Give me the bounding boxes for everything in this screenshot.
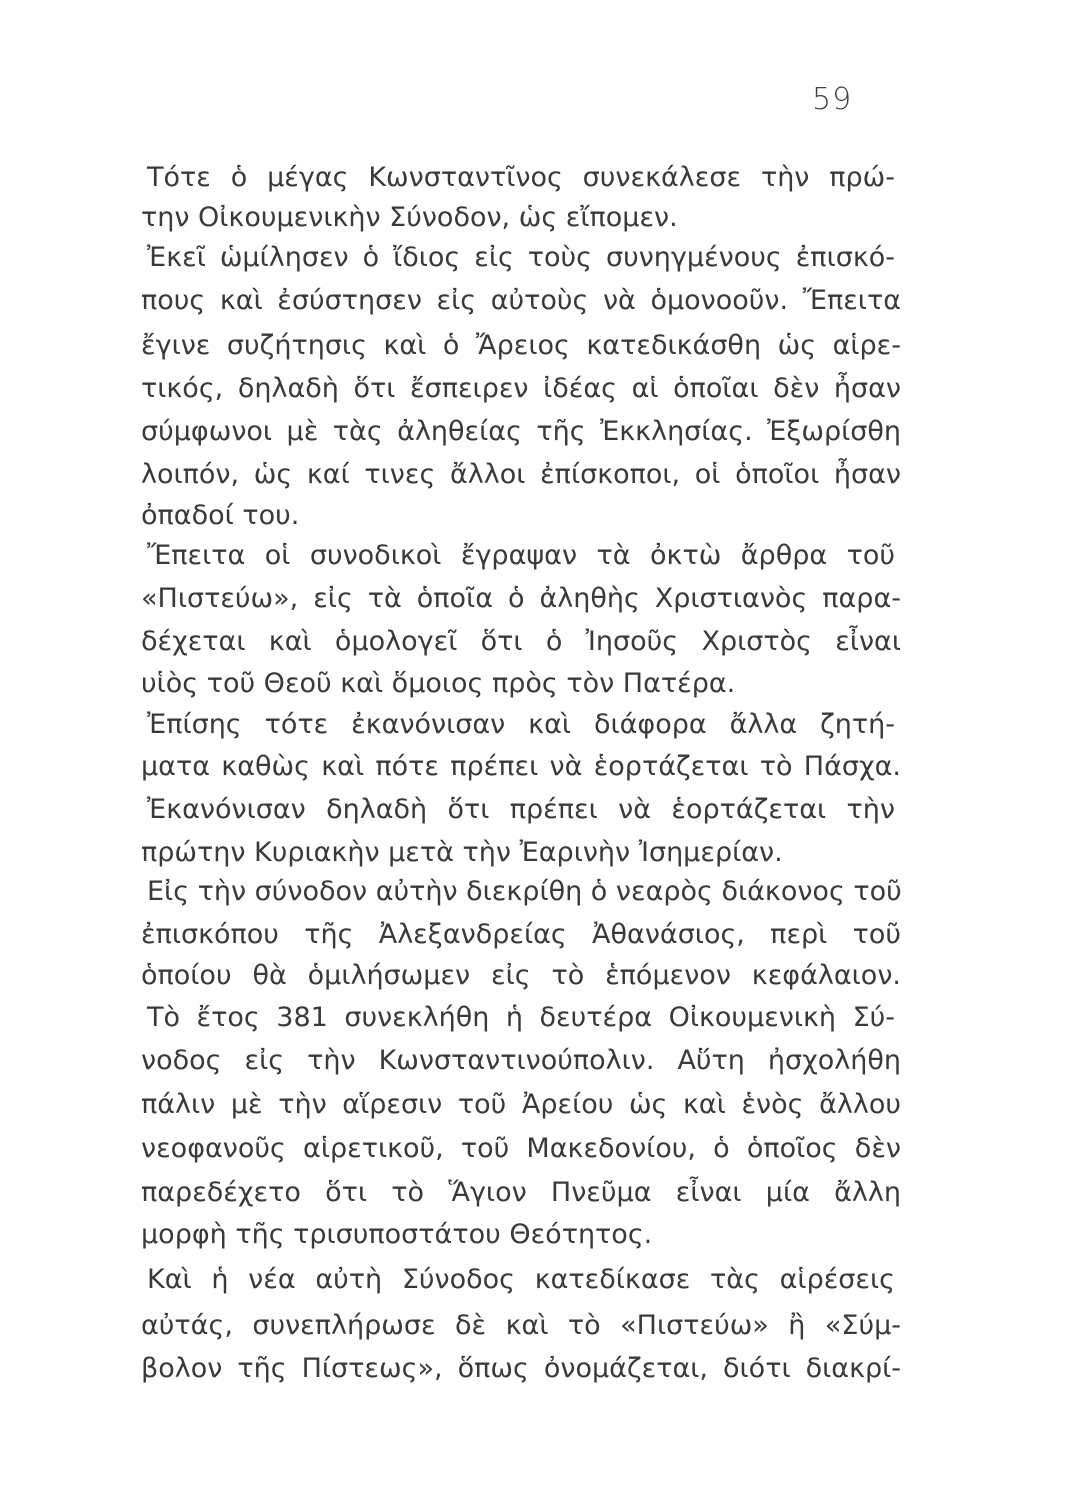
text-line: τικός, δηλαδὴ ὅτι ἔσπειρεν ἰδέας αἱ ὁποῖαι δὲν ἦσαν xyxy=(141,373,901,404)
text-line: την Οἰκουμενικὴν Σύνοδον, ὡς εἴπομεν. xyxy=(141,202,678,233)
text-line: πάλιν μὲ τὴν αἵρεσιν τοῦ Ἀρείου ὡς καὶ ἑνὸς ἄλλου xyxy=(141,1089,901,1120)
text-line: ὀπαδοί του. xyxy=(141,500,300,531)
text-line: Τότε ὁ μέγας Κωνσταντῖνος συνεκάλεσε τὴν πρώ- xyxy=(147,162,895,193)
text-line: ματα καθὼς καὶ πότε πρέπει νὰ ἑορτάζεται τὸ Πάσχα. xyxy=(141,751,901,782)
text-line: «Πιστεύω», εἰς τὰ ὁποῖα ὁ ἀληθὴς Χριστιανὸς παρα- xyxy=(141,583,901,614)
text-line: ὁποίου θὰ ὁμιλήσωμεν εἰς τὸ ἑπόμενον κεφάλαιον. xyxy=(141,960,901,991)
text-line: μορφὴ τῆς τρισυποστάτου Θεότητος. xyxy=(141,1219,653,1250)
text-line: Καὶ ἡ νέα αὐτὴ Σύνοδος κατεδίκασε τὰς αἱρέσεις xyxy=(147,1264,895,1295)
text-line: νοδος εἰς τὴν Κωνσταντινούπολιν. Αὕτη ἠσχολήθη xyxy=(141,1045,901,1076)
text-line: βολον τῆς Πίστεως», ὅπως ὀνομάζεται, διότι διακρί- xyxy=(141,1353,901,1384)
text-line: Ἐκεῖ ὡμίλησεν ὁ ἴδιος εἰς τοὺς συνηγμένους ἐπισκό- xyxy=(147,242,895,273)
text-line: δέχεται καὶ ὁμολογεῖ ὅτι ὁ Ἰησοῦς Χριστὸς εἶναι xyxy=(141,626,901,657)
text-line: ἐπισκόπου τῆς Ἀλεξανδρείας Ἀθανάσιος, περὶ τοῦ xyxy=(141,919,901,950)
text-line: Ἐπίσης τότε ἐκανόνισαν καὶ διάφορα ἄλλα ζητή- xyxy=(147,709,895,740)
text-line: Τὸ ἔτος 381 συνεκλήθη ἡ δευτέρα Οἰκουμενικὴ Σύ- xyxy=(147,1002,895,1033)
text-line: πρώτην Κυριακὴν μετὰ τὴν Ἐαρινὴν Ἰσημερίαν. xyxy=(141,837,783,868)
text-line: λοιπόν, ὡς καί τινες ἄλλοι ἐπίσκοποι, οἱ ὁποῖοι ἦσαν xyxy=(141,459,901,490)
text-line: αὐτάς, συνεπλήρωσε δὲ καὶ τὸ «Πιστεύω» ἢ «Σύμ- xyxy=(141,1310,901,1341)
text-line: ἔγινε συζήτησις καὶ ὁ Ἄρειος κατεδικάσθη ὡς αἱρε- xyxy=(141,330,901,361)
text-line: παρεδέχετο ὅτι τὸ Ἅγιον Πνεῦμα εἶναι μία ἄλλη xyxy=(141,1177,901,1208)
text-line: υἱὸς τοῦ Θεοῦ καὶ ὅμοιος πρὸς τὸν Πατέρα. xyxy=(141,668,736,699)
page-number: 59 xyxy=(812,82,853,117)
text-line: Ἐκανόνισαν δηλαδὴ ὅτι πρέπει νὰ ἑορτάζεται τὴν xyxy=(147,794,895,825)
text-line: πους καὶ ἐσύστησεν εἰς αὐτοὺς νὰ ὁμονοοῦν. Ἔπειτα xyxy=(141,285,901,316)
text-line: σύμφωνοι μὲ τὰς ἀληθείας τῆς Ἐκκλησίας. Ἐξωρίσθη xyxy=(141,416,901,447)
text-line: Ἔπειτα οἱ συνοδικοὶ ἔγραψαν τὰ ὀκτὼ ἄρθρα τοῦ xyxy=(147,540,895,571)
text-line: νεοφανοῦς αἱρετικοῦ, τοῦ Μακεδονίου, ὁ ὁποῖος δὲν xyxy=(141,1133,901,1164)
text-line: Εἰς τὴν σύνοδον αὐτὴν διεκρίθη ὁ νεαρὸς διάκονος τοῦ xyxy=(147,876,902,907)
